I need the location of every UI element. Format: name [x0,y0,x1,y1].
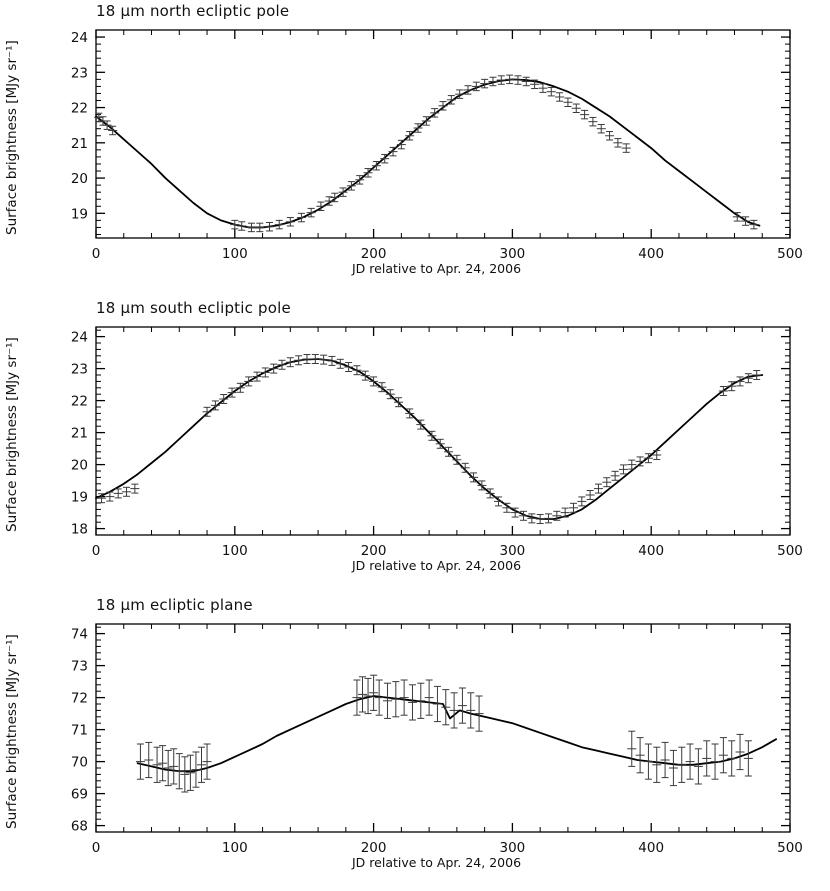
svg-text:100: 100 [221,840,248,856]
svg-text:200: 200 [360,246,387,262]
svg-text:400: 400 [638,246,665,262]
panel-north-ecliptic-pole [0,0,830,297]
svg-text:19: 19 [70,489,88,506]
svg-text:22: 22 [70,100,88,117]
x-axis-label: JD relative to Apr. 24, 2006 [352,261,522,276]
svg-text:21: 21 [70,135,88,152]
svg-text:100: 100 [221,246,248,262]
svg-text:500: 500 [777,246,803,262]
svg-text:18: 18 [70,521,88,538]
svg-text:24: 24 [70,329,88,346]
svg-text:74: 74 [70,626,88,643]
plot-area-south [0,297,830,594]
svg-text:400: 400 [638,543,665,559]
svg-text:0: 0 [91,840,101,856]
svg-text:300: 300 [499,543,526,559]
svg-text:200: 200 [360,543,387,559]
y-axis-label: Surface brightness [MJy sr⁻¹] [4,337,20,533]
svg-text:20: 20 [70,457,88,474]
svg-text:21: 21 [70,425,88,442]
svg-text:72: 72 [70,690,88,707]
svg-text:73: 73 [70,658,88,675]
svg-text:70: 70 [70,754,88,771]
svg-text:500: 500 [777,840,803,856]
svg-text:300: 300 [499,840,526,856]
svg-text:20: 20 [70,171,88,188]
svg-text:100: 100 [221,543,248,559]
svg-text:300: 300 [499,246,526,262]
panel-south-ecliptic-pole [0,297,830,594]
svg-text:24: 24 [70,30,88,47]
plot-area-north [0,0,830,297]
svg-text:0: 0 [91,543,101,559]
x-axis-label: JD relative to Apr. 24, 2006 [352,558,522,573]
svg-text:68: 68 [70,818,88,835]
panel-title: 18 µm south ecliptic pole [96,299,291,317]
svg-text:400: 400 [638,840,665,856]
x-axis-label: JD relative to Apr. 24, 2006 [352,855,522,870]
svg-text:200: 200 [360,840,387,856]
panel-title: 18 µm north ecliptic pole [96,2,290,20]
svg-text:71: 71 [70,722,88,739]
svg-text:0: 0 [91,246,101,262]
svg-text:19: 19 [70,206,88,223]
svg-text:22: 22 [70,393,88,410]
y-axis-label: Surface brightness [MJy sr⁻¹] [4,40,20,236]
plot-area-plane [0,594,830,891]
svg-text:23: 23 [70,361,88,378]
svg-text:69: 69 [70,786,88,803]
panel-ecliptic-plane [0,594,830,891]
y-axis-label: Surface brightness [MJy sr⁻¹] [4,634,20,830]
panel-title: 18 µm ecliptic plane [96,596,253,614]
svg-text:500: 500 [777,543,803,559]
svg-text:23: 23 [70,65,88,82]
